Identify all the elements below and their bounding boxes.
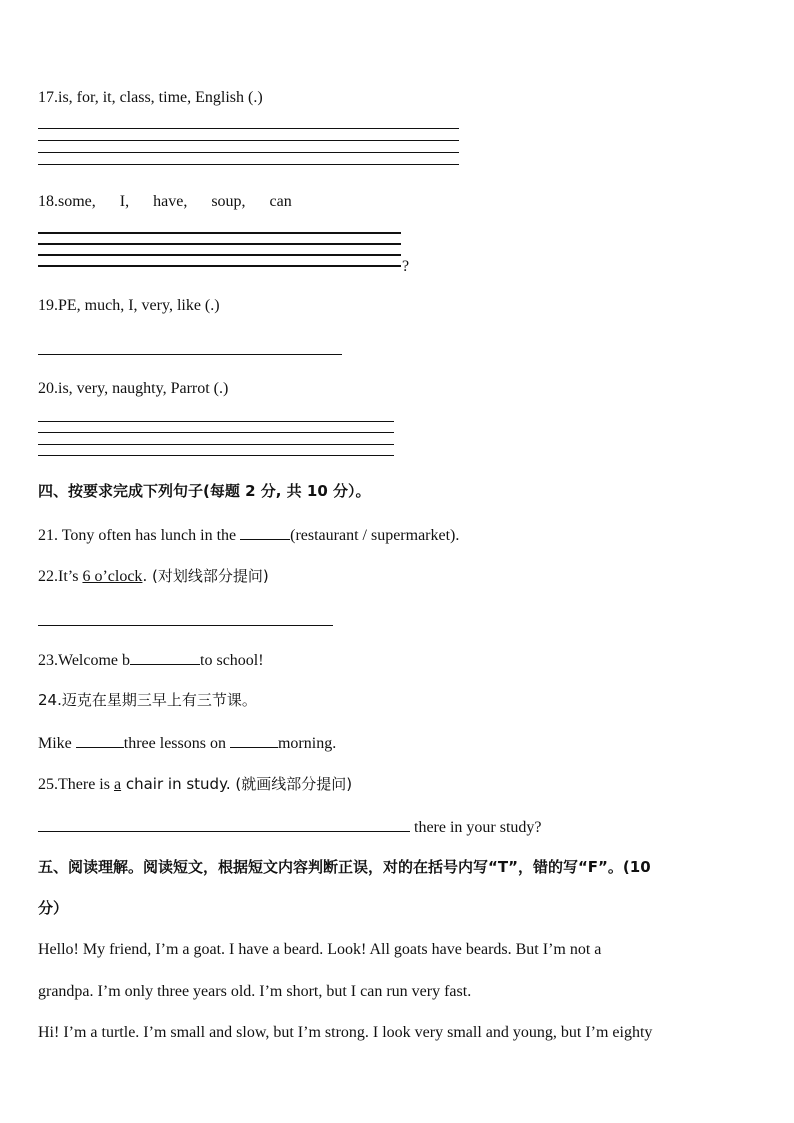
q18-word: 18.some, — [38, 193, 96, 210]
passage-line: Hi! I’m a turtle. I’m small and slow, but I’m strong. I look very small and young, but I’m eighty — [38, 1024, 653, 1041]
passage-line: Hello! My friend, I’m a goat. I have a beard. Look! All goats have beards. But I’m not a — [38, 941, 602, 958]
answer-line[interactable] — [38, 254, 401, 256]
question-20-prompt: 20.is, very, naughty, Parrot (.) — [38, 380, 229, 397]
answer-line[interactable] — [38, 164, 459, 165]
fill-blank[interactable] — [230, 732, 278, 748]
section-5-heading: 五、阅读理解。阅读短文，根据短文内容判断正误，对的在括号内写“T”，错的写“F”。(10 — [38, 858, 651, 876]
fill-blank[interactable] — [76, 732, 124, 748]
answer-line[interactable] — [38, 625, 333, 626]
answer-line[interactable] — [38, 232, 401, 234]
question-21 — [38, 524, 459, 546]
answer-line[interactable] — [38, 354, 342, 355]
section-4-heading: 四、按要求完成下列句子(每题 2 分, 共 10 分）。 — [38, 482, 371, 500]
q24-text: three lessons on — [123, 735, 230, 752]
answer-line[interactable] — [38, 140, 459, 141]
question-24-chinese: 24.迈克在星期三早上有三节课。 — [38, 691, 257, 709]
q22-text: 22.It’s — [38, 568, 83, 585]
answer-line[interactable] — [38, 444, 394, 445]
q18-word: have, — [153, 193, 188, 210]
question-19-prompt: 19.PE, much, I, very, like (.) — [38, 297, 220, 314]
q25-tail: there in your study? — [410, 819, 542, 836]
q18-word: soup, — [211, 193, 246, 210]
answer-line[interactable] — [38, 455, 394, 456]
q24-text: morning. — [277, 735, 337, 752]
q21-options: (restaurant / supermarket). — [290, 527, 460, 544]
answer-line[interactable] — [38, 243, 401, 245]
q25-instruction: chair in study. (就画线部分提问) — [121, 775, 353, 793]
question-25 — [38, 774, 352, 795]
question-17-prompt: 17.is, for, it, class, time, English (.) — [38, 89, 263, 106]
question-24 — [38, 732, 336, 754]
section-5-heading-cont: 分） — [38, 899, 69, 917]
q23-text: 23.Welcome b — [38, 652, 131, 669]
q23-text-end: to school! — [200, 652, 264, 669]
question-mark: ? — [402, 258, 410, 275]
question-23 — [38, 649, 264, 671]
fill-blank[interactable] — [38, 816, 410, 832]
q18-word: can — [269, 193, 292, 210]
q22-instruction: . (对划线部分提问) — [142, 567, 269, 585]
answer-line[interactable] — [38, 265, 401, 267]
q18-word: I, — [119, 193, 130, 210]
answer-line[interactable] — [38, 421, 394, 422]
question-18-prompt — [38, 192, 292, 212]
q22-underlined: 6 o’clock — [82, 568, 143, 585]
answer-line[interactable] — [38, 152, 459, 153]
passage-line: grandpa. I’m only three years old. I’m short, but I can run very fast. — [38, 983, 472, 1000]
question-25-answer — [38, 816, 542, 838]
q25-text: 25.There is — [38, 776, 114, 793]
q24-text: Mike — [38, 735, 76, 752]
fill-blank[interactable] — [240, 524, 290, 540]
fill-blank[interactable] — [130, 649, 200, 665]
question-22 — [38, 566, 269, 587]
answer-line[interactable] — [38, 432, 394, 433]
answer-line[interactable] — [38, 128, 459, 129]
q21-text: 21. Tony often has lunch in the — [38, 527, 241, 544]
q25-underlined: a — [113, 776, 122, 793]
